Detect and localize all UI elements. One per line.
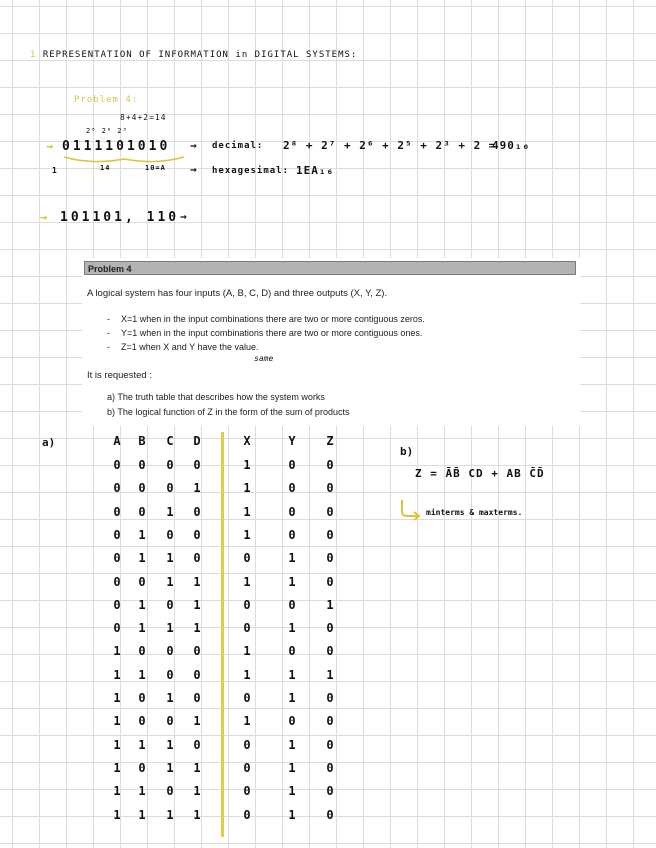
table-cell: 1 [193, 481, 201, 495]
table-cell: 1 [243, 458, 251, 472]
table-cell: 0 [193, 738, 201, 752]
table-cell: 0 [113, 551, 121, 565]
table-header-d: D [193, 434, 201, 448]
sub-fourteen: 14 [100, 164, 111, 172]
table-cell: 0 [243, 738, 251, 752]
table-cell: 1 [243, 481, 251, 495]
requested-text: It is requested : [87, 370, 152, 381]
table-cell: 0 [166, 598, 174, 612]
decimal-result: 490₁₀ [492, 139, 531, 152]
table-cell: 0 [113, 621, 121, 635]
table-divider [221, 432, 224, 837]
table-cell: 0 [113, 598, 121, 612]
table-cell: 0 [193, 668, 201, 682]
arrow-icon: → [46, 139, 54, 153]
sum-note: 8+4+2=14 [120, 113, 167, 122]
table-cell: 1 [288, 621, 296, 635]
table-cell: 1 [138, 738, 146, 752]
table-cell: 0 [113, 505, 121, 519]
decimal-label: decimal: [212, 141, 264, 151]
problem-intro: A logical system has four inputs (A, B, C, D) and three outputs (X, Y, Z). [87, 288, 388, 299]
part-a-label: a) [42, 436, 56, 449]
table-cell: 0 [288, 458, 296, 472]
table-cell: 1 [113, 644, 121, 658]
table-cell: 1 [113, 738, 121, 752]
item-b: b) The logical function of Z in the form of the sum of products [107, 407, 350, 417]
table-cell: 0 [288, 598, 296, 612]
table-cell: 0 [166, 528, 174, 542]
table-cell: 0 [288, 481, 296, 495]
bullet-z: - Z=1 when X and Y have the value. [107, 342, 259, 352]
table-cell: 1 [288, 761, 296, 775]
hex-arrow: → [190, 163, 197, 176]
table-cell: 0 [166, 644, 174, 658]
brace-underline [62, 155, 187, 167]
table-cell: 0 [166, 784, 174, 798]
exercise2-value: 101101, 110 [60, 210, 180, 225]
table-header-x: X [243, 434, 251, 448]
problem-label: Problem 4: [74, 95, 139, 105]
minterms-note: minterms & maxterms. [426, 508, 523, 517]
table-cell: 0 [326, 481, 334, 495]
table-cell: 0 [326, 575, 334, 589]
table-cell: 0 [193, 458, 201, 472]
table-cell: 0 [138, 481, 146, 495]
table-cell: 1 [243, 575, 251, 589]
table-cell: 0 [113, 528, 121, 542]
table-cell: 0 [326, 644, 334, 658]
table-cell: 1 [326, 598, 334, 612]
decimal-expression: 2⁸ + 2⁷ + 2⁶ + 2⁵ + 2³ + 2 = [283, 139, 497, 152]
table-cell: 0 [193, 505, 201, 519]
table-cell: 0 [166, 481, 174, 495]
table-cell: 1 [166, 761, 174, 775]
table-cell: 1 [138, 598, 146, 612]
table-cell: 0 [326, 528, 334, 542]
table-cell: 1 [193, 808, 201, 822]
table-cell: 0 [326, 808, 334, 822]
table-cell: 1 [113, 784, 121, 798]
table-cell: 1 [243, 714, 251, 728]
table-cell: 0 [243, 598, 251, 612]
table-cell: 1 [166, 808, 174, 822]
table-cell: 1 [288, 575, 296, 589]
table-cell: 1 [193, 575, 201, 589]
table-cell: 0 [138, 691, 146, 705]
table-cell: 1 [166, 738, 174, 752]
table-cell: 1 [138, 784, 146, 798]
table-cell: 1 [166, 691, 174, 705]
table-header-y: Y [288, 434, 296, 448]
table-cell: 1 [138, 668, 146, 682]
z-equation: Z = ĀB̄ CD + AB C̄D̄ [415, 467, 545, 480]
curved-arrow-icon [398, 498, 422, 522]
table-cell: 1 [138, 808, 146, 822]
sub-one: 1 [52, 166, 58, 175]
table-cell: 1 [138, 621, 146, 635]
table-cell: 0 [326, 458, 334, 472]
table-cell: 0 [166, 458, 174, 472]
hex-label: hexagesimal: [212, 166, 290, 176]
table-cell: 0 [326, 551, 334, 565]
table-cell: 1 [193, 714, 201, 728]
table-cell: 0 [326, 784, 334, 798]
table-cell: 0 [193, 691, 201, 705]
part-b-label: b) [400, 445, 414, 458]
table-cell: 1 [288, 691, 296, 705]
table-cell: 1 [288, 551, 296, 565]
table-cell: 0 [138, 761, 146, 775]
bullet-y: - Y=1 when in the input combinations there are two or more contiguous ones. [107, 328, 423, 338]
table-cell: 1 [166, 621, 174, 635]
binary-number: 0111101010 [62, 139, 171, 154]
table-cell: 0 [243, 784, 251, 798]
table-cell: 1 [166, 575, 174, 589]
table-cell: 1 [138, 528, 146, 542]
table-cell: 0 [138, 644, 146, 658]
heading-title: REPRESENTATION OF INFORMATION in DIGITAL SYSTEMS: [42, 50, 358, 60]
table-cell: 0 [326, 738, 334, 752]
table-cell: 0 [243, 691, 251, 705]
table-cell: 0 [326, 714, 334, 728]
table-cell: 1 [193, 784, 201, 798]
table-header-z: Z [326, 434, 334, 448]
table-cell: 1 [166, 551, 174, 565]
table-cell: 1 [113, 714, 121, 728]
table-cell: 1 [243, 505, 251, 519]
table-header-a: A [113, 434, 121, 448]
table-cell: 1 [193, 598, 201, 612]
decimal-arrow: → [190, 139, 197, 152]
table-cell: 0 [113, 575, 121, 589]
table-cell: 0 [138, 714, 146, 728]
table-cell: 0 [193, 644, 201, 658]
item-a: a) The truth table that describes how the system works [107, 392, 325, 402]
table-cell: 1 [138, 551, 146, 565]
table-cell: 1 [326, 668, 334, 682]
table-cell: 1 [288, 784, 296, 798]
table-cell: 0 [326, 621, 334, 635]
table-cell: 0 [288, 528, 296, 542]
table-cell: 0 [326, 761, 334, 775]
table-cell: 0 [138, 505, 146, 519]
problem-panel [82, 258, 580, 426]
table-cell: 0 [193, 528, 201, 542]
bullet-x: - X=1 when in the input combinations there are two or more contiguous zeros. [107, 314, 425, 324]
powers-note: 2⁸ 2⁶ 2³ [86, 127, 128, 135]
table-cell: 1 [113, 808, 121, 822]
table-cell: 0 [243, 808, 251, 822]
table-cell: 0 [138, 458, 146, 472]
hex-value: 1EA₁₆ [296, 164, 335, 177]
table-cell: 1 [193, 621, 201, 635]
table-cell: 0 [288, 714, 296, 728]
same-annotation: same [254, 354, 274, 363]
table-cell: 1 [288, 738, 296, 752]
table-cell: 1 [193, 761, 201, 775]
sub-ten-a: 10=A [145, 164, 166, 172]
table-cell: 1 [243, 668, 251, 682]
table-cell: 1 [166, 505, 174, 519]
table-cell: 1 [243, 644, 251, 658]
table-cell: 1 [113, 668, 121, 682]
heading [30, 50, 357, 60]
table-header-c: C [166, 434, 174, 448]
table-cell: 0 [166, 668, 174, 682]
table-cell: 0 [288, 505, 296, 519]
table-cell: 0 [326, 691, 334, 705]
table-cell: 0 [138, 575, 146, 589]
table-cell: 1 [288, 668, 296, 682]
table-header-b: B [138, 434, 146, 448]
table-cell: 1 [243, 528, 251, 542]
problem-header: Problem 4 [84, 261, 576, 275]
exercise2-arrow: → [180, 210, 187, 223]
heading-number: 1 [30, 50, 37, 60]
table-cell: 1 [288, 808, 296, 822]
table-cell: 0 [326, 505, 334, 519]
arrow-icon-2: → [40, 210, 48, 224]
table-cell: 0 [243, 761, 251, 775]
table-cell: 1 [113, 691, 121, 705]
table-cell: 0 [288, 644, 296, 658]
table-cell: 1 [113, 761, 121, 775]
table-cell: 0 [243, 621, 251, 635]
table-cell: 0 [113, 481, 121, 495]
table-cell: 0 [166, 714, 174, 728]
table-cell: 0 [243, 551, 251, 565]
table-cell: 0 [193, 551, 201, 565]
table-cell: 0 [113, 458, 121, 472]
